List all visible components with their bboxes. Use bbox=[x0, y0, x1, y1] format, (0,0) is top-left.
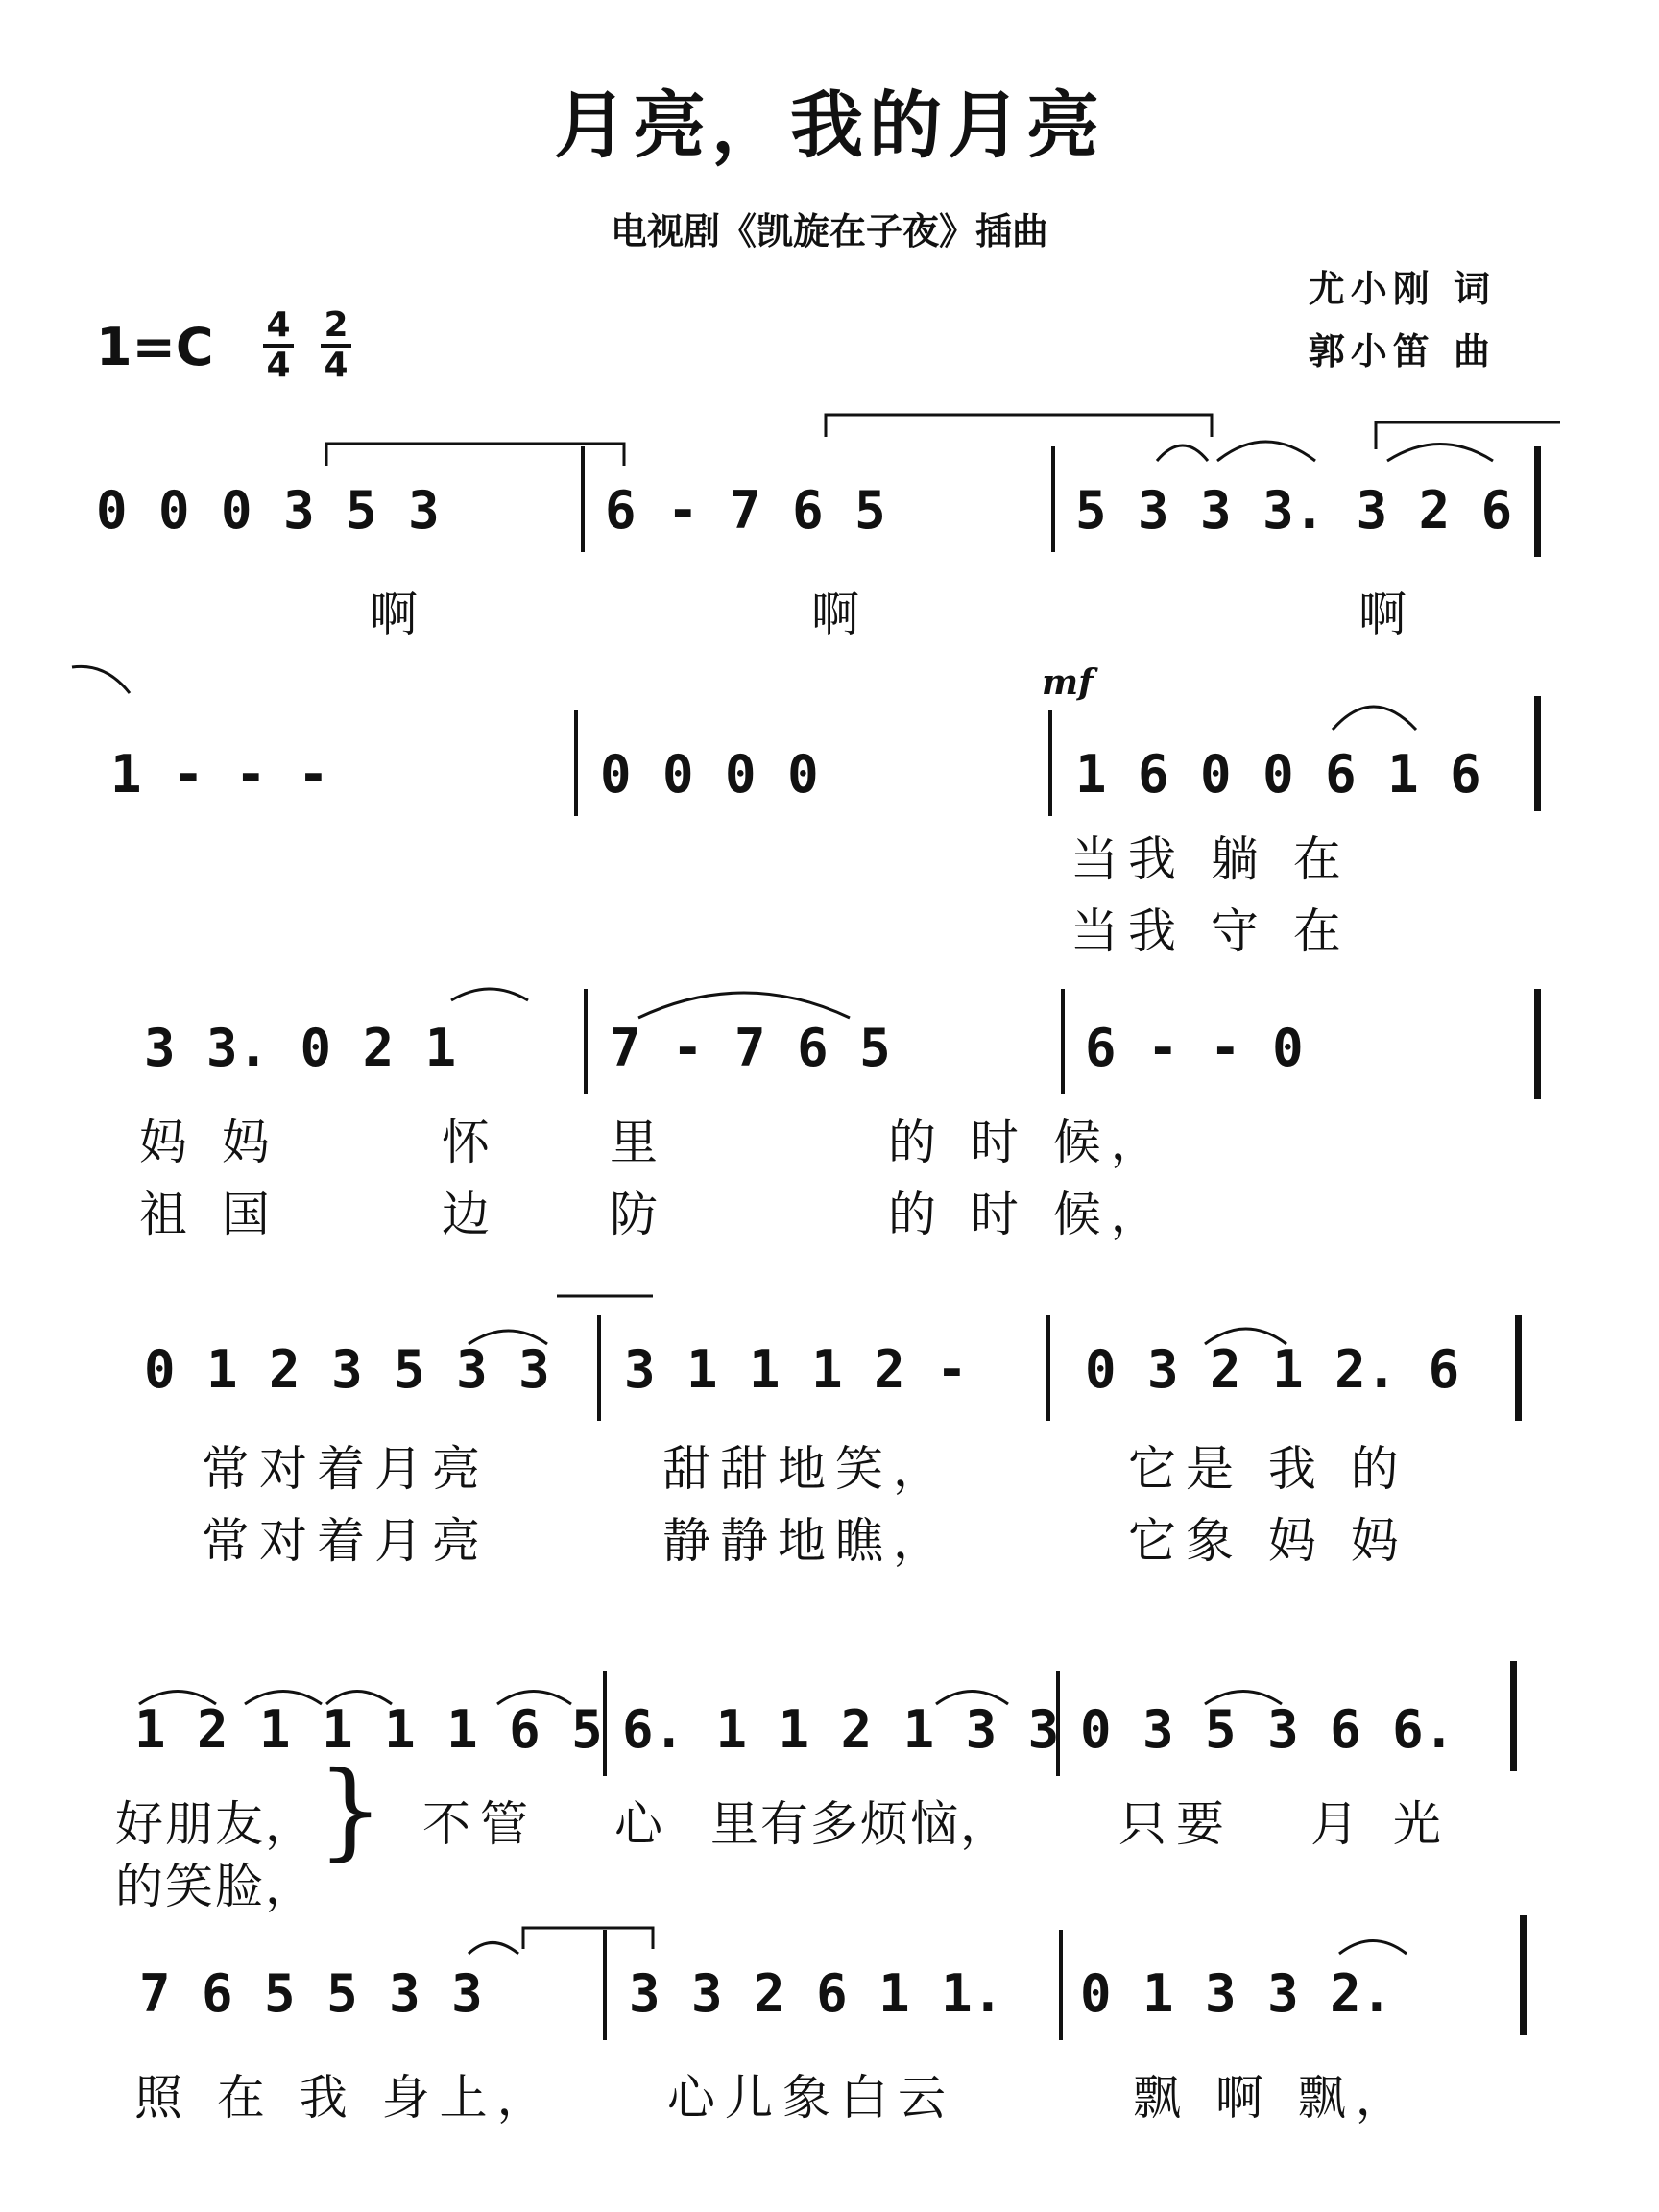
lyric-s5-v1-5: 只要 bbox=[1118, 1796, 1234, 1852]
lyric-s3-v2-4: 的 时 候， bbox=[888, 1187, 1168, 1242]
slur bbox=[1387, 445, 1493, 462]
lyric-s3-v2-3: 防 bbox=[610, 1187, 667, 1242]
measure-4: 1 - - - bbox=[110, 744, 329, 805]
lyric-s5-v2-1: 的笑脸， bbox=[115, 1859, 315, 1914]
bracket-line bbox=[326, 444, 624, 466]
slur bbox=[936, 1692, 1008, 1705]
slur bbox=[1217, 442, 1315, 461]
bracket-line bbox=[826, 415, 1212, 437]
lyric-s6-3: 飘 啊 飘， bbox=[1133, 2070, 1413, 2126]
slur bbox=[497, 1692, 571, 1705]
brace-mark: } bbox=[317, 1748, 384, 1871]
slur bbox=[1205, 1692, 1282, 1705]
time-sig-denominator: 4 bbox=[266, 346, 291, 385]
measure-2: 6 - 7 6 5 bbox=[605, 480, 886, 541]
lyric-s6-1: 照 在 我 身上， bbox=[134, 2070, 555, 2126]
measure-3: 5 3 3 3. 3 2 6 bbox=[1075, 480, 1513, 541]
slur bbox=[326, 1692, 392, 1705]
measure-12: 0 3 2 1 2. 6 bbox=[1085, 1339, 1460, 1400]
lyricist-credit: 尤小刚 词 bbox=[1308, 267, 1496, 310]
time-sig-numerator: 2 bbox=[324, 305, 349, 345]
lyric-s2-v1: 当我 躺 在 bbox=[1070, 831, 1351, 887]
slur bbox=[1339, 1941, 1407, 1955]
time-sig-denominator: 4 bbox=[324, 346, 349, 385]
measure-11: 3 1 1 1 2 - bbox=[624, 1339, 968, 1400]
lyric-s1-2: 啊 bbox=[811, 587, 869, 642]
measure-7: 3 3. 0 2 1 bbox=[144, 1018, 457, 1078]
dynamic-mark: mf bbox=[1042, 662, 1094, 703]
lyric-s4-v2-1: 常对着月亮 bbox=[202, 1513, 490, 1569]
lyric-s4-v1-1: 常对着月亮 bbox=[202, 1441, 490, 1497]
lyric-s3-v2-2: 边 bbox=[442, 1187, 499, 1242]
slur bbox=[638, 993, 850, 1018]
measure-9: 6 - - 0 bbox=[1085, 1018, 1304, 1078]
composer-credit: 郭小笛 曲 bbox=[1308, 329, 1496, 373]
lyric-s1-1: 啊 bbox=[370, 587, 427, 642]
measure-13: 1 2 1 1 1 1 6 5 bbox=[134, 1699, 603, 1760]
lyric-s3-v1-1: 妈 妈 bbox=[139, 1115, 279, 1170]
slur bbox=[72, 666, 130, 693]
slur bbox=[245, 1692, 322, 1705]
measure-6: 1 6 0 0 6 1 6 bbox=[1075, 744, 1481, 805]
slur bbox=[451, 989, 528, 1000]
lyric-s4-v2-3: 它象 妈 妈 bbox=[1128, 1513, 1408, 1569]
measure-5: 0 0 0 0 bbox=[600, 744, 819, 805]
lyric-s5-v1-6: 月 光 bbox=[1310, 1796, 1451, 1852]
slur bbox=[469, 1943, 518, 1955]
lyric-s2-v2: 当我 守 在 bbox=[1070, 903, 1351, 959]
lyric-s3-v1-2: 怀 bbox=[442, 1115, 499, 1170]
bracket-line bbox=[1376, 422, 1560, 449]
slur bbox=[469, 1331, 547, 1344]
lyric-s5-v1-2: 不管 bbox=[422, 1796, 538, 1852]
measure-14: 6. 1 1 2 1 3 3 bbox=[622, 1699, 1060, 1760]
slur bbox=[139, 1692, 216, 1705]
lyric-s4-v1-3: 它是 我 的 bbox=[1128, 1441, 1408, 1497]
key-signature: 1=C bbox=[96, 317, 214, 377]
measure-16: 7 6 5 5 3 3 bbox=[139, 1963, 483, 2024]
lyric-s5-v1-4: 里有多烦恼， bbox=[710, 1796, 1010, 1852]
lyric-s3-v2-1: 祖 国 bbox=[139, 1187, 279, 1242]
lyric-s1-3: 啊 bbox=[1358, 587, 1416, 642]
measure-18: 0 1 3 3 2. bbox=[1080, 1963, 1393, 2024]
lyric-s4-v2-2: 静静地瞧， bbox=[662, 1513, 950, 1569]
slur bbox=[1333, 707, 1416, 730]
slur bbox=[1205, 1329, 1286, 1344]
song-subtitle: 电视剧《凯旋在子夜》插曲 bbox=[610, 209, 1048, 252]
bracket-line bbox=[523, 1928, 653, 1949]
lyric-s3-v1-4: 的 时 候， bbox=[888, 1115, 1168, 1170]
slur bbox=[1157, 445, 1208, 461]
measure-10: 0 1 2 3 5 3 3 bbox=[144, 1339, 550, 1400]
measure-17: 3 3 2 6 1 1. bbox=[629, 1963, 1004, 2024]
lyric-s5-v1-1: 好朋友， bbox=[115, 1796, 315, 1852]
lyric-s3-v1-3: 里 bbox=[610, 1115, 667, 1170]
lyric-s5-v1-3: 心 bbox=[614, 1796, 672, 1852]
lyric-s6-2: 心儿象白云 bbox=[667, 2070, 955, 2126]
time-sig-numerator: 4 bbox=[266, 305, 291, 345]
measure-8: 7 - 7 6 5 bbox=[610, 1018, 891, 1078]
song-title: 月亮，我的月亮 bbox=[554, 83, 1105, 168]
measure-15: 0 3 5 3 6 6. bbox=[1080, 1699, 1455, 1760]
lyric-s4-v1-2: 甜甜地笑， bbox=[662, 1441, 950, 1497]
measure-1: 0 0 0 3 5 3 bbox=[96, 480, 440, 541]
